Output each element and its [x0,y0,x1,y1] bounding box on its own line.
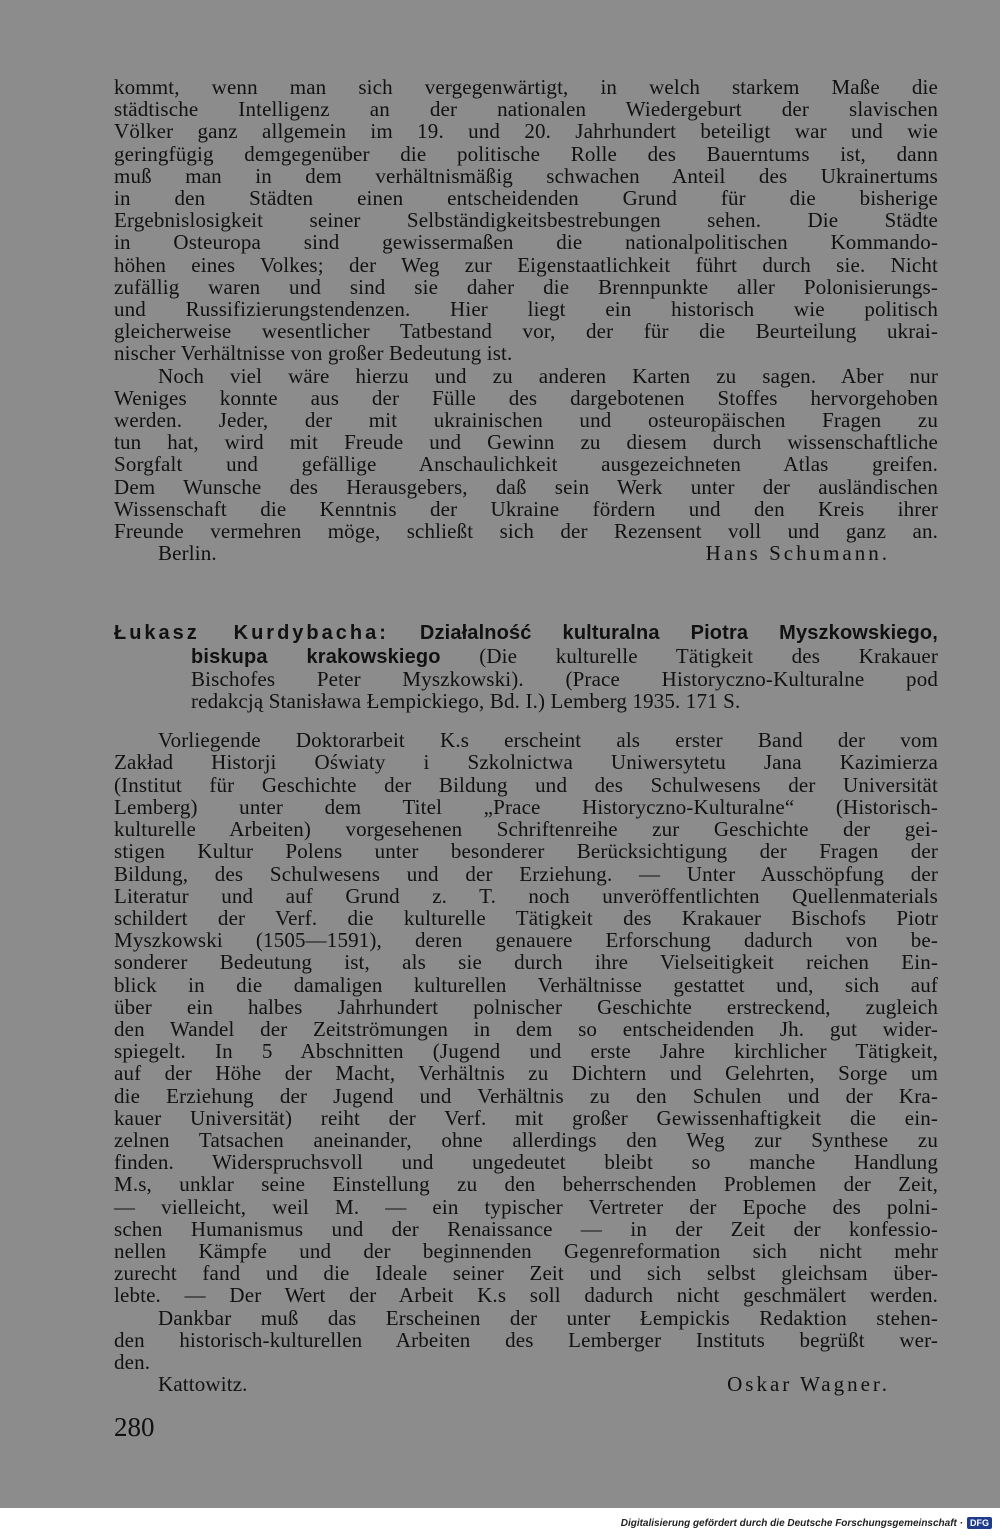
text-line: Freunde vermehren möge, schließt sich der Rezensent voll und ganz an. [114,519,938,544]
text-line: Bildung, des Schulwesens und der Erziehung. — Unter Ausschöpfung der [114,861,938,886]
signature-row [114,1373,938,1395]
text-line: Zakład Historji Oświaty i Szkolnictwa Uniwersytetu Jana Kazimierza [114,750,938,775]
text-line: spiegelt. In 5 Abschnitten (Jugend und erste Jahre kirchlicher Tätigkeit, [114,1039,938,1064]
text-line: Dem Wunsche des Herausgebers, daß sein Werk unter der ausländischen [114,474,938,499]
book-translation: (Die kulturelle Tätigkeit des Krakauer [440,643,939,668]
text-line: die Erziehung der Jugend und Verhältnis zu den Schulen und der Kra- [114,1083,938,1108]
text-line: gleicherweise wesentlicher Tatbestand vor, der für die Beurteilung ukrai- [114,319,938,344]
text-line: in den Städten einen entscheidenden Grund für die bisherige [114,186,938,211]
page-number: 280 [114,1412,155,1442]
text-line: über ein halbes Jahrhundert polnischer Geschichte erstreckend, zugleich [114,994,938,1019]
footer-text: Digitalisierung gefördert durch die Deutsche Forschungsgemeinschaft · [620,1517,963,1529]
review-2-heading [114,622,938,712]
text-line: (Institut für Geschichte der Bildung und des Schulwesens der Universität [114,772,938,797]
text-line: den Wandel der Zeitströmungen in dem so entscheidenden Jh. gut wider- [114,1016,938,1041]
text-line: Völker ganz allgemein im 19. und 20. Jahrhundert beteiligt war und wie [114,119,938,144]
text-line: Vorliegende Doktorarbeit K.s erscheint als erster Band der vom [158,728,938,753]
dfg-logo-icon: DFG [967,1517,992,1529]
text-line: lebte. — Der Wert der Arbeit K.s soll dadurch nicht geschmälert werden. [114,1283,938,1308]
text-line: Dankbar muß das Erscheinen der unter Łempickis Redaktion stehen- [158,1305,938,1330]
signature-row [114,542,938,564]
book-title: Działalność kulturalna Piotra Myszkowskiego, [419,622,938,645]
text-line: stigen Kultur Polens unter besonderer Berücksichtigung der Fragen der [114,839,938,864]
text-line: und Russifizierungstendenzen. Hier liegt ein historisch wie politisch [114,297,938,322]
text-line: städtische Intelligenz an der nationalen Wiedergeburt der slavischen [114,97,938,122]
heading-line [114,645,938,668]
text-line: blick in die damaligen kulturellen Verhältnisse gestattet und, sich auf [114,972,938,997]
text-line: in Osteuropa sind gewissermaßen die nationalpolitischen Kommando- [114,230,938,255]
text-line: zurecht fand und die Ideale seiner Zeit und sich selbst gleichsam über- [114,1261,938,1286]
text-line: kommt, wenn man sich vergegenwärtigt, in welch starkem Maße die [114,75,938,99]
book-author: Łukasz Kurdybacha: [114,622,389,645]
text-line: Weniges konnte aus der Fülle des dargebotenen Stoffes hervorgehoben [114,385,938,410]
review-2-body [114,729,938,1395]
text-line: Lemberg) unter dem Titel „Prace Historyczno-Kulturalne“ (Historisch- [114,794,938,819]
text-line: Noch viel wäre hierzu und zu anderen Karten zu sagen. Aber nur [158,363,938,388]
text-line: nellen Kämpfe und der beginnenden Gegenreformation sich nicht mehr [114,1238,938,1263]
heading-line [114,622,938,644]
heading-line: redakcją Stanisława Łempickiego, Bd. I.) Lemberg 1935. 171 S. [191,689,741,714]
text-line: schildert der Verf. die kulturelle Tätigkeit des Krakauer Bischofs Piotr [114,905,938,930]
text-line: kauer Universität) reiht der Verf. mit großer Gewissenhaftigkeit die ein- [114,1105,938,1130]
place-of-review: Kattowitz. [158,1372,248,1397]
digitization-footer [621,1517,992,1529]
reviewer-name: Hans Schumann. [705,541,890,566]
book-title-cont: biskupa krakowskiego [191,645,441,668]
text-line: Literatur und auf Grund z. T. noch unveröffentlichten Quellenmaterials [114,883,938,908]
text-line: den. [114,1349,151,1374]
text-line: muß man in dem verhältnismäßig schwachen Anteil des Ukrainertums [114,163,938,188]
text-line: höhen eines Volkes; der Weg zur Eigenstaatlichkeit führt durch sie. Nicht [114,252,938,277]
text-line: auf der Höhe der Macht, Verhältnis zu Dichtern und Gelehrten, Sorge um [114,1061,938,1086]
text-line: schen Humanismus und der Renaissance — in der Zeit der konfessio- [114,1216,938,1241]
text-line: M.s, unklar seine Einstellung zu den beherrschenden Problemen der Zeit, [114,1172,938,1197]
heading-line: Bischofes Peter Myszkowski). (Prace Historyczno-Kulturalne pod [191,666,938,691]
text-line: den historisch-kulturellen Arbeiten des Lemberger Instituts begrüßt wer- [114,1327,938,1352]
reviewer-name: Oskar Wagner. [727,1372,890,1397]
text-line: Wissenschaft die Kenntnis der Ukraine fördern und den Kreis ihrer [114,496,938,521]
text-line: Ergebnislosigkeit seiner Selbständigkeitsbestrebungen sehen. Die Städte [114,208,938,233]
text-line: finden. Widerspruchsvoll und ungedeutet bleibt so manche Handlung [114,1150,938,1175]
text-column [114,76,938,1395]
text-line: sonderer Bedeutung ist, als sie durch ihre Vielseitigkeit reichen Ein- [114,950,938,975]
place-of-review: Berlin. [158,541,217,566]
text-line: Sorgfalt und gefällige Anschaulichkeit ausgezeichneten Atlas greifen. [114,452,938,477]
review-1-body [114,76,938,564]
text-line: werden. Jeder, der mit ukrainischen und osteuropäischen Fragen zu [114,408,938,433]
text-line: Myszkowski (1505—1591), deren genauere Erforschung dadurch von be- [114,928,938,953]
text-line: — vielleicht, weil M. — ein typischer Vertreter der Epoche des polni- [114,1194,938,1219]
text-line: kulturelle Arbeiten) vorgesehenen Schriftenreihe zur Geschichte der gei- [114,817,938,842]
text-line: zelnen Tatsachen aneinander, ohne allerdings den Weg zur Synthese zu [114,1127,938,1152]
text-line: nischer Verhältnisse von großer Bedeutung ist. [114,341,513,366]
text-line: zufällig waren und sind sie daher die Brennpunkte aller Polonisierungs- [114,274,938,299]
text-line: tun hat, wird mit Freude und Gewinn zu diesem durch wissenschaftliche [114,430,938,455]
text-line: geringfügig demgegenüber die politische Rolle des Bauerntums ist, dann [114,141,938,166]
